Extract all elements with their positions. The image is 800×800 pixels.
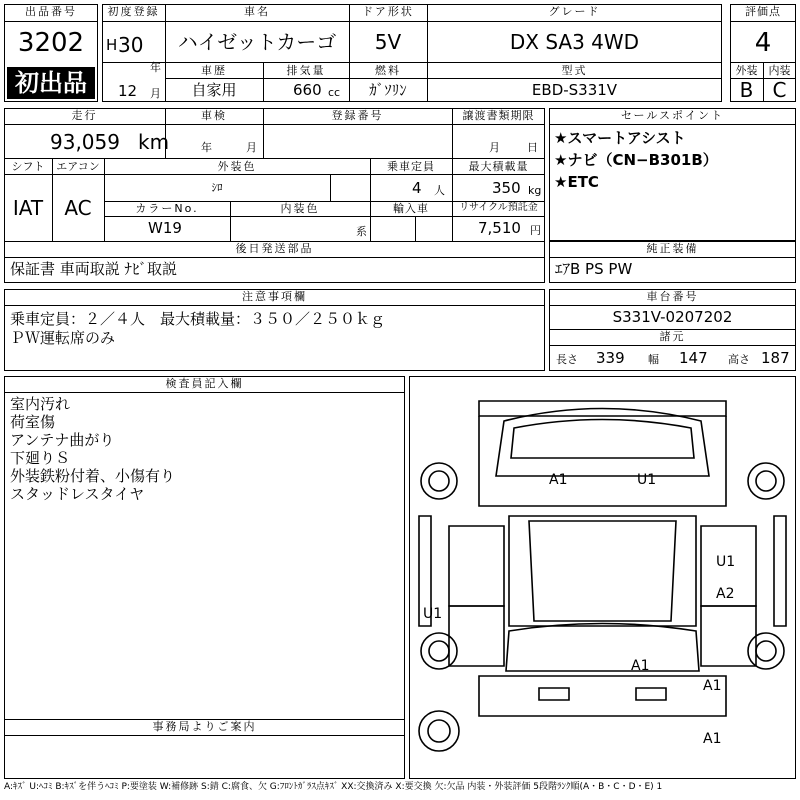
sales-point-item: ★ナビ（CN−B301B） [554,151,718,169]
spare-wheel-icon [419,711,459,751]
car-outline [774,516,786,626]
fuel-label: 燃料 [375,64,401,77]
score-label: 評価点 [745,5,781,18]
wheel-icon [429,641,449,661]
int-color-unit: 系 [356,225,367,238]
damage-mark: U1 [716,554,736,570]
door-value: 5V [374,30,402,54]
capacity-value: 4 [412,179,422,197]
fuel-value: ｶﾞｿﾘﾝ [369,81,407,99]
first-listing-badge: 初出品 [7,67,95,99]
notes-label: 注意事項欄 [242,290,307,303]
wheel-icon [421,633,457,669]
first-reg-month-unit: 月 [150,87,161,100]
interior-grade-value: C [772,78,787,102]
interior-grade-label: 内装 [768,64,791,77]
transfer-month-unit: 月 [489,141,500,154]
genuine-equipment-label: 純正装備 [646,242,699,255]
damage-mark: A1 [703,678,722,694]
wheel-icon [429,471,449,491]
car-outline [449,606,504,666]
model-code-label: 型式 [561,64,588,77]
inspector-line: 外装鉄粉付着、小傷有り [10,467,176,485]
first-reg-era: H [106,36,118,54]
shift-label: シフト [11,160,45,173]
car-outline [636,688,666,700]
displacement-label: 排気量 [286,64,326,77]
mileage-label: 走行 [71,109,98,122]
color-no-value: W19 [148,219,182,237]
width-label: 幅 [648,353,659,366]
damage-mark: U1 [637,472,657,488]
inspector-line: 荷室傷 [10,413,56,431]
car-outline [496,409,709,477]
car-outline [539,688,569,700]
sales-point-item: ★ETC [554,173,599,191]
ext-color-value: ｼﾛ [211,181,223,194]
car-diagram-svg [409,376,796,779]
sales-points-label: セールスポイント [620,109,724,122]
first-reg-year: 30 [118,33,144,57]
mileage-value: 93,059 [50,130,120,154]
recycle-unit: 円 [530,224,541,237]
car-outline [701,606,756,666]
reg-no-label: 登録番号 [331,109,384,122]
grade-value: DX SA3 4WD [509,30,640,54]
wheel-icon [748,463,784,499]
car-outline [479,676,726,716]
height-value: 187 [761,349,790,367]
inspector-line: 下廻りＳ [10,449,71,467]
max-load-value: 350 [492,179,521,197]
chassis-label: 車台番号 [646,290,699,303]
damage-mark: A1 [549,472,568,488]
lot-number-label: 出品番号 [25,5,77,18]
model-code-value: EBD-S331V [531,81,618,99]
shift-value: IAT [12,196,44,220]
office-label: 事務局よりご案内 [152,720,257,733]
max-load-unit: kg [528,184,542,197]
int-color-label: 内装色 [280,202,320,215]
width-value: 147 [679,349,708,367]
wheel-icon [748,633,784,669]
capacity-label: 乗車定員 [387,160,435,173]
car-outline [509,516,696,626]
inspection-year-unit: 年 [201,141,212,154]
sales-point-item: ★スマートアシスト [554,129,686,147]
wheel-icon [421,463,457,499]
inspector-line: スタッドレスタイヤ [10,485,145,503]
notes-line: 乗車定員：２／４人 最大積載量：３５０／２５０ｋｇ [10,310,386,328]
inspector-line: アンテナ曲がり [10,431,115,449]
inspection-month-unit: 月 [246,141,257,154]
door-label: ドア形状 [362,5,414,18]
lot-number-value: 3202 [17,28,85,58]
damage-mark: A1 [703,731,722,747]
exterior-grade-value: B [739,78,754,102]
length-value: 339 [596,349,625,367]
legend-text: A:ｷｽﾞ U:ﾍｺﾐ B:ｷｽﾞを伴うﾍｺﾐ P:要塗装 W:補修跡 S:錆 C:腐食、欠 G:ﾌﾛﾝﾄｶﾞﾗｽ点ｷｽﾞ XX:交換済み X:要交換 欠:欠品 内装・外装評価 5段階ﾗﾝｸ順(A・B・C・D・E) 1 [4,782,663,792]
wheel-icon [756,471,776,491]
car-outline [479,416,726,506]
displacement-value: 660 [293,81,322,99]
inspector-line: 室内汚れ [10,395,71,413]
transfer-date-label: 譲渡書類期限 [462,109,535,122]
exterior-grade-label: 外装 [735,64,758,77]
grade-label: グレード [548,5,601,18]
car-outline [449,526,504,606]
notes-line: ＰＷ運転席のみ [10,329,116,347]
history-value: 自家用 [191,81,237,99]
later-parts-value: 保証書 車両取説 ﾅﾋﾞ取説 [10,260,178,278]
transfer-day-unit: 日 [527,141,538,154]
history-label: 車歴 [201,64,227,77]
car-name-label: 車名 [244,5,270,18]
first-reg-month: 12 [118,82,138,100]
damage-mark: A2 [716,586,735,602]
dimensions-label: 諸元 [659,330,686,343]
wheel-icon [756,641,776,661]
first-reg-label: 初度登録 [107,5,160,18]
recycle-label: リサイクル預託金 [459,202,538,213]
max-load-label: 最大積載量 [468,160,529,173]
car-outline [529,521,676,621]
color-no-label: カラーNo. [135,202,199,215]
first-reg-year-unit: 年 [150,61,161,74]
damage-mark: A1 [631,658,650,674]
car-name-value: ハイゼットカーゴ [177,30,337,54]
later-parts-label: 後日発送部品 [235,242,314,255]
spare-wheel-icon [428,720,450,742]
ext-color-label: 外装色 [217,160,257,173]
recycle-value: 7,510 [478,219,521,237]
chassis-value: S331V-0207202 [612,308,733,326]
displacement-unit: cc [328,86,341,99]
import-label: 輸入車 [393,202,429,215]
car-outline [511,420,694,459]
length-label: 長さ [556,353,578,366]
score-value: 4 [754,28,772,58]
inspection-label: 車検 [201,109,227,122]
damage-mark: U1 [423,606,443,622]
ac-value: AC [64,196,92,220]
mileage-unit: km [138,130,170,154]
ac-label: エアコン [56,160,100,173]
genuine-equipment-value: ｴｱB PS PW [555,260,633,278]
car-outline [506,624,699,672]
inspector-label: 検査員記入欄 [165,377,244,390]
capacity-unit: 人 [434,184,445,197]
height-label: 高さ [728,353,750,366]
